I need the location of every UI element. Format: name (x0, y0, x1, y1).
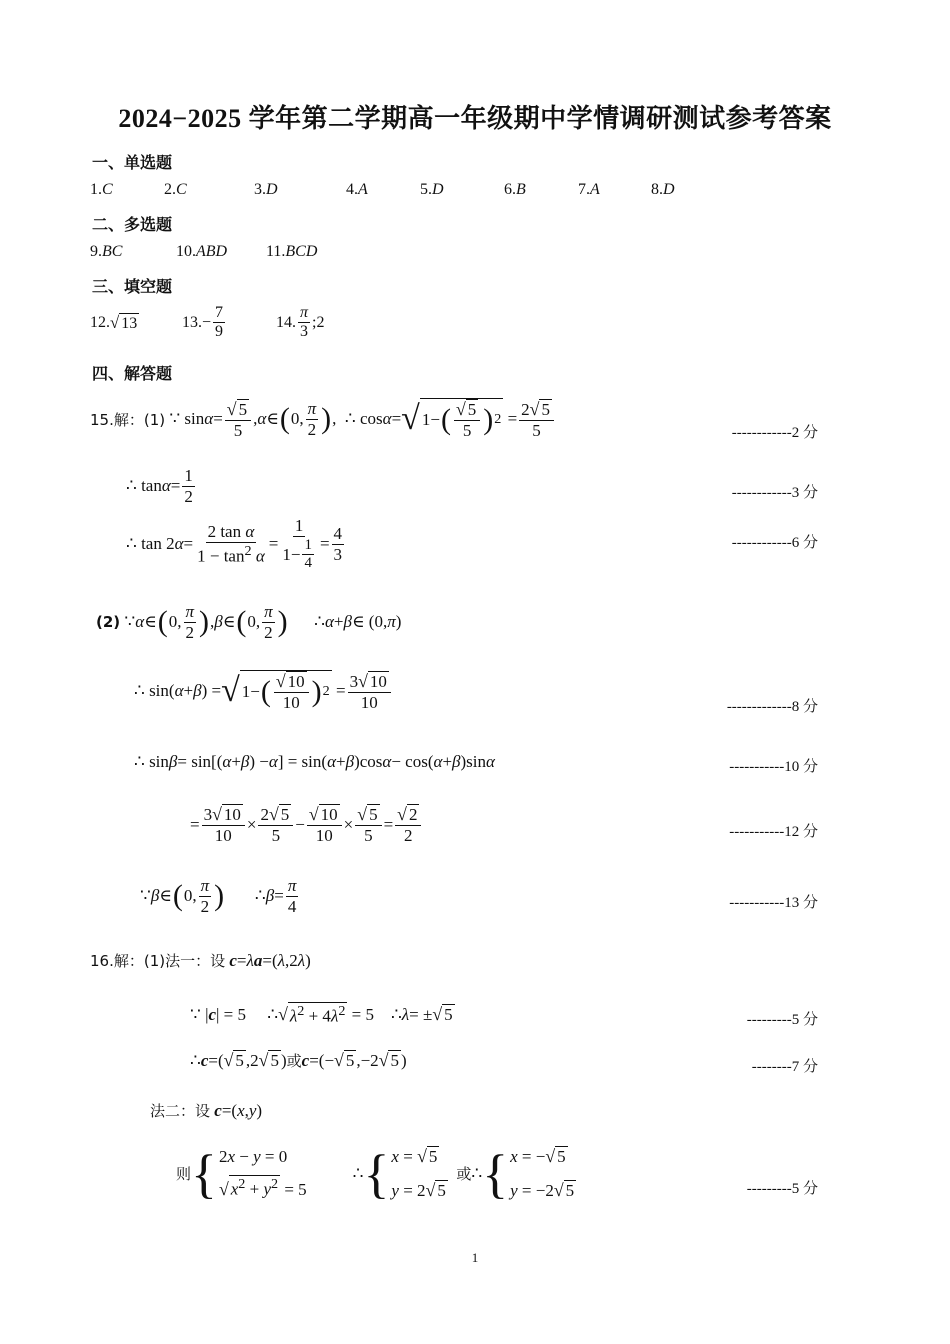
q15-line-1: 15.解：(1) ∵ sin α = $\frac{√ 5}{5}$ , α ∈ ( 0, $\frac{\pi}{2}$ ) , ∴ cos α = √ 1− ( $\frac{√ 5}{5}$ ) 2 = $\frac{2√ 5}{5}$ (90, 398, 556, 441)
answer-item: 11.BCD (266, 243, 318, 260)
answer-item: 3.D (254, 181, 278, 198)
score-marker: ---------5 分 (746, 1012, 818, 1028)
score-marker: --------7 分 (751, 1059, 818, 1075)
answer-item: 8.D (651, 181, 675, 198)
page-number: 1 (471, 1250, 479, 1265)
answer-item: 10.ABD (176, 243, 228, 260)
answer-item: 5.D (420, 181, 444, 198)
score-marker: ------------6 分 (731, 535, 818, 551)
q16-line-3: ∴ c =( √ 5 ,2 √ 5 ) 或 c =(− √ 5 ,−2 √ 5 ) (190, 1050, 407, 1071)
answer-item: 2.C (164, 181, 187, 198)
section-solutions: 四、解答题 (92, 364, 173, 383)
score-marker: -----------12 分 (729, 824, 818, 840)
multi-choice-answers (90, 243, 317, 261)
answer-item: 14. $\frac{\pi}{3}$ ;2 (276, 304, 325, 341)
answer-item: 9.BC (90, 243, 123, 260)
q16-line-1: 16.解：(1)法一：设 c = λ a =( λ ,2 λ ) (90, 950, 311, 970)
q15-line-2: ∴ tan α = $\frac{1}{2}$ (126, 466, 193, 506)
answer-item: 1.C (90, 181, 113, 198)
score-marker: -----------13 分 (729, 895, 818, 911)
q16-line-2: ∵ | c | = 5 ∴ √ $\lambda^2 + 4\lambda^2$ = 5 ∴ λ = ± √ 5 (190, 1003, 453, 1026)
answer-item: 12. √ 13 (90, 312, 138, 332)
score-marker: ---------5 分 (746, 1181, 818, 1197)
score-marker: -------------8 分 (726, 699, 818, 715)
answer-item: 13. − $\frac{7}{9}$ (182, 304, 224, 341)
answer-item: 7.A (578, 181, 600, 198)
q15-line-3: ∴ tan 2 α = $\frac{\text{2 tan α}}{1 - \tan^2 \alpha}$ = 1 1− $\frac{1}{4}$ = $\frac{4}{3}$ (126, 516, 343, 571)
section-multi-choice: 二、多选题 (92, 215, 173, 234)
answer-item: 6.B (504, 181, 526, 198)
q15-part2-line-5: ∵ β ∈ ( 0, $\frac{\pi}{2}$ ) ∴ β = $\frac{\pi}{4}$ (140, 876, 297, 916)
q15-part2-line-4: = $\frac{3√ 10}{10}$ × $\frac{2√ 5}{5}$ − $\frac{√ 10}{10}$ × $\frac{√ 5}{5}$ = $\frac{√ 2}{2}$ (190, 804, 423, 846)
q15-part2-line-1: (2) ∵ α ∈ ( 0, $\frac{\pi}{2}$ ) , β ∈ ( 0, $\frac{\pi}{2}$ ) ∴ α + β ∈ (0, π ) (96, 602, 402, 642)
section-fill-blank: 三、填空题 (92, 277, 173, 296)
score-marker: ------------3 分 (731, 485, 818, 501)
answer-item: 4.A (346, 181, 368, 198)
score-marker: ------------2 分 (731, 425, 818, 441)
single-choice-answers (90, 181, 675, 199)
q15-part2-line-3: ∴ sin β = sin[( α + β ) − α ] = sin( α + β )cos α − cos( α + β )sin α (134, 752, 495, 771)
section-single-choice: 一、单选题 (92, 153, 173, 172)
q15-part2-line-2: ∴ sin( α + β ) = √ 1− ( $\frac{√ 10}{10}$ ) 2 = $\frac{3√ 10}{10}$ (134, 670, 393, 713)
q16-method2-system: 则 { 2x − y = 0 √ $x^2 + y^2 = 5$ ∴ { x = √ 5 y = 2√ 5 或 ∴ { x = −√ 5 y = −2√ 5 (176, 1143, 575, 1204)
score-marker: -----------10 分 (729, 759, 818, 775)
page-title: 2024−2025 学年第二学期高一年级期中学情调研测试参考答案 (118, 104, 832, 133)
fill-blank-answers (90, 304, 324, 342)
q16-method2-line-1: 法二：设 c =( x , y ) (150, 1100, 263, 1120)
